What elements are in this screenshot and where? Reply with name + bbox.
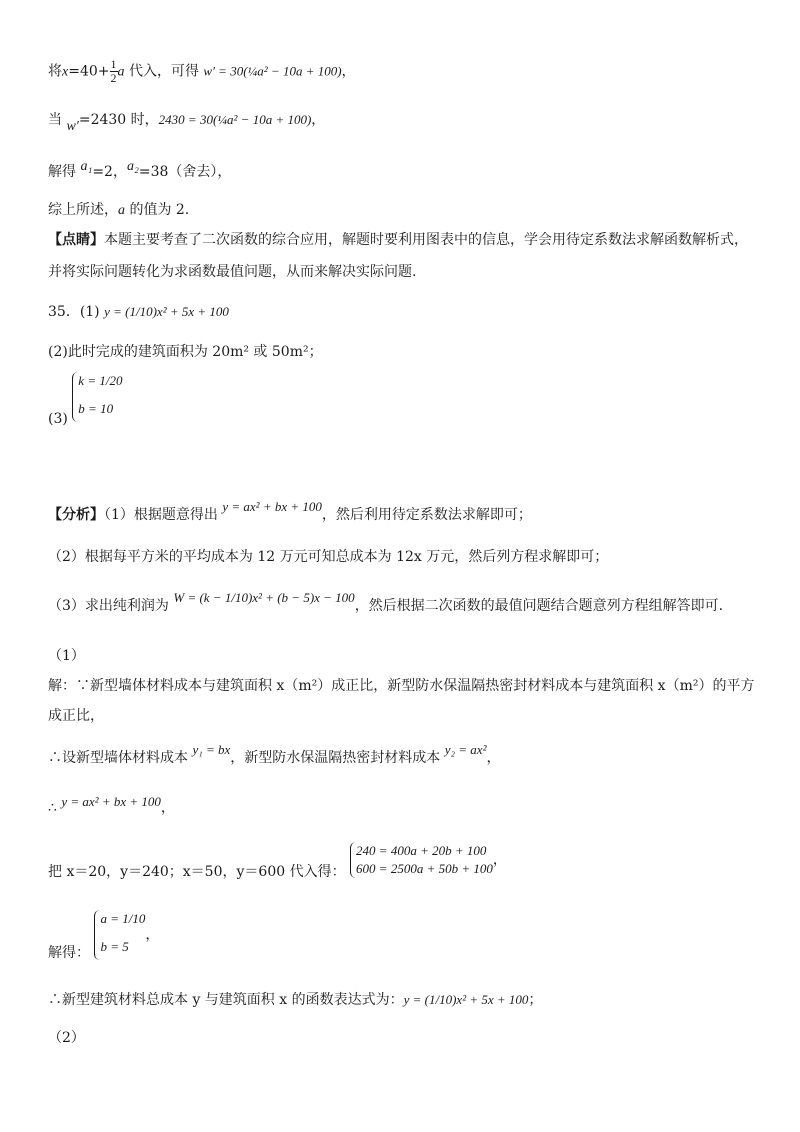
text: （2）根据每平方米的平均成本为 12 万元可知总成本为 12x 万元，然后列方程求解即可； bbox=[48, 549, 609, 565]
var-a: a bbox=[117, 64, 125, 80]
solution-system bbox=[94, 910, 145, 960]
var-a: a bbox=[118, 203, 125, 218]
text: ∴设新型墙体材料成本 bbox=[48, 750, 193, 766]
formula: y = (1/10)x² + 5x + 100 bbox=[104, 304, 229, 319]
text: 解得 bbox=[48, 164, 81, 180]
equation-system bbox=[350, 842, 493, 878]
denominator: 2 bbox=[110, 71, 117, 85]
q35-part1 bbox=[48, 302, 229, 322]
text: =40+ bbox=[68, 63, 110, 80]
text: ∴新型建筑材料总成本 y 与建筑面积 x 的函数表达式为： bbox=[48, 992, 404, 1008]
line-substitute-x bbox=[48, 58, 356, 85]
formula: y = ax² + bx + 100 bbox=[222, 499, 322, 514]
solution-line5 bbox=[48, 842, 507, 878]
text: ， bbox=[145, 927, 160, 943]
solution-line2 bbox=[48, 706, 104, 726]
text: ， bbox=[160, 800, 175, 816]
fraction-half bbox=[110, 58, 118, 85]
text: ，然后利用待定系数法求解即可； bbox=[321, 507, 532, 523]
solution-line3 bbox=[48, 742, 501, 768]
analysis-part2 bbox=[48, 547, 608, 567]
text: 的值为 2. bbox=[125, 202, 190, 218]
text: 解得： bbox=[48, 945, 90, 961]
solution-line6 bbox=[48, 910, 159, 960]
formula: 2430 = 30(¼a² − 10a + 100) bbox=[158, 112, 312, 127]
var-w: w′ bbox=[66, 119, 79, 134]
equation-a: a = 1/10 bbox=[100, 911, 146, 926]
solution-line7 bbox=[48, 990, 542, 1010]
text: ， bbox=[341, 63, 356, 80]
text: ∴ bbox=[48, 800, 62, 816]
text: ，然后根据二次函数的最值问题结合题意列方程组解答即可. bbox=[354, 598, 724, 614]
line-solutions-a bbox=[48, 159, 232, 183]
q35-part3 bbox=[48, 373, 123, 427]
text: ， bbox=[311, 112, 326, 128]
text: 当 bbox=[48, 112, 67, 128]
part2-label bbox=[48, 1028, 85, 1048]
solution-line1 bbox=[48, 676, 754, 696]
equation-2: 600 = 2500a + 50b + 100 bbox=[356, 861, 493, 876]
text: （1）根据题意得出 bbox=[104, 507, 223, 523]
formula: y₂ = ax² bbox=[444, 742, 487, 757]
line-when-w bbox=[48, 110, 326, 134]
text: 成正比， bbox=[48, 708, 104, 724]
equation-b: b = 5 bbox=[100, 939, 129, 954]
label: (3) bbox=[48, 411, 68, 427]
comment-text: 并将实际问题转化为求函数最值问题，从而来解决实际问题. bbox=[48, 264, 417, 280]
var-a2: a₂ bbox=[126, 159, 139, 174]
numerator: 1 bbox=[110, 57, 117, 71]
comment-label: 【点睛】 bbox=[48, 232, 104, 248]
formula: W = (k − 1/10)x² + (b − 5)x − 100 bbox=[173, 590, 355, 605]
q35-part2 bbox=[48, 342, 323, 362]
equation-1: 240 = 400a + 20b + 100 bbox=[356, 843, 487, 858]
text: 将 bbox=[48, 63, 62, 80]
comment-block-cont bbox=[48, 262, 416, 282]
text: ， bbox=[492, 852, 507, 868]
text: 把 x＝20，y＝240；x＝50，y＝600 代入得： bbox=[48, 864, 346, 880]
text: ， bbox=[486, 750, 501, 766]
solution-line4 bbox=[48, 794, 175, 818]
comment-text: 本题主要考查了二次函数的综合应用，解题时要利用图表中的信息，学会用待定系数法求解函数解析式， bbox=[104, 232, 748, 248]
text: （2） bbox=[48, 1030, 85, 1046]
question-number: 35．(1) bbox=[48, 304, 100, 320]
text: =2430 时， bbox=[78, 112, 159, 128]
formula: w′ = 30(¼a² − 10a + 100) bbox=[203, 63, 342, 79]
formula: y₁ = bx bbox=[192, 742, 231, 757]
line-conclusion-a bbox=[48, 200, 189, 221]
text: （1） bbox=[48, 648, 85, 664]
comment-block bbox=[48, 230, 748, 250]
b-line: b = 10 bbox=[78, 401, 114, 416]
text: 解：∵新型墙体材料成本与建筑面积 x（m²）成正比，新型防水保温隔热密封材料成本与建筑面积 x（m²）的平方 bbox=[48, 678, 755, 694]
text: =2， bbox=[92, 164, 127, 180]
text: 综上所述， bbox=[48, 202, 118, 218]
analysis-label: 【分析】 bbox=[48, 507, 104, 523]
text: 代入，可得 bbox=[124, 63, 204, 80]
system-answer bbox=[72, 372, 122, 422]
part1-label bbox=[48, 646, 85, 666]
text: （3）求出纯利润为 bbox=[48, 598, 174, 614]
text: ； bbox=[528, 992, 543, 1008]
analysis-part3 bbox=[48, 590, 724, 616]
var-a1: a₁ bbox=[80, 159, 93, 174]
text: =38（舍去）， bbox=[138, 164, 232, 180]
formula: y = ax² + bx + 100 bbox=[61, 794, 161, 809]
k-line: k = 1/20 bbox=[78, 373, 123, 388]
analysis-line bbox=[48, 499, 532, 525]
answer-text: (2)此时完成的建筑面积为 20m² 或 50m²； bbox=[48, 344, 323, 360]
text: ，新型防水保温隔热密封材料成本 bbox=[230, 750, 445, 766]
var-x: x bbox=[62, 64, 69, 80]
formula: y = (1/10)x² + 5x + 100 bbox=[403, 992, 529, 1007]
